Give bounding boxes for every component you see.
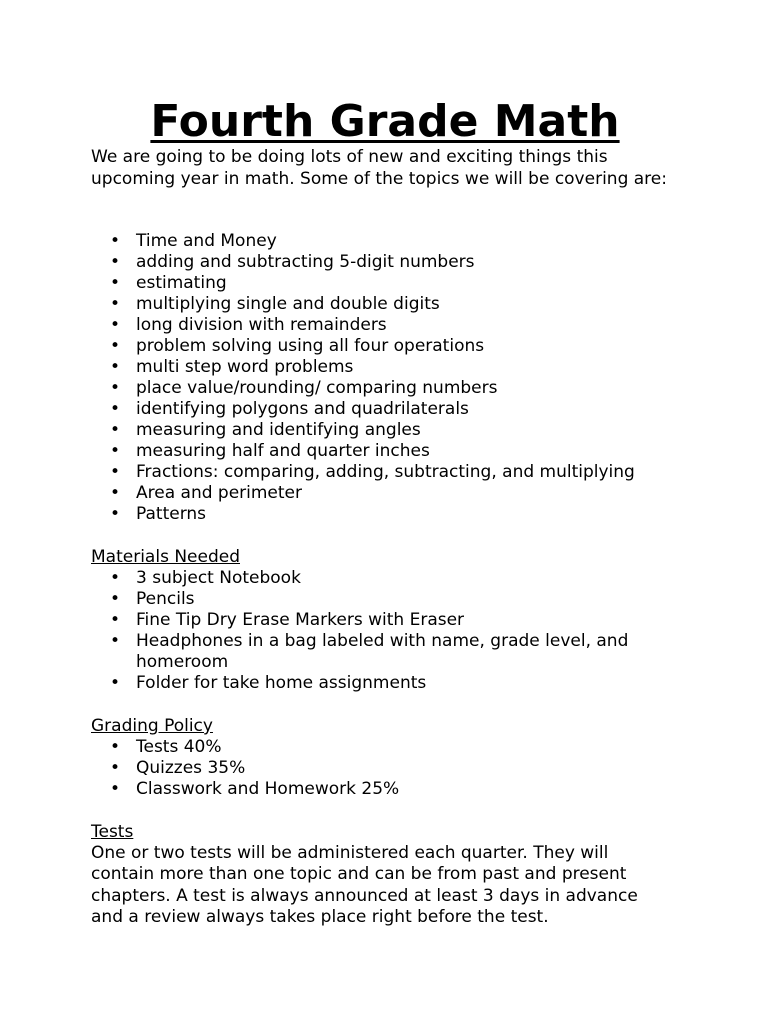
list-item: • problem solving using all four operations <box>91 336 691 357</box>
tests-heading: Tests <box>91 822 134 842</box>
list-item: • estimating <box>91 273 691 294</box>
list-item: • Area and perimeter <box>91 483 691 504</box>
list-item: • place value/rounding/ comparing numbers <box>91 378 691 399</box>
list-item: • Classwork and Homework 25% <box>91 779 691 800</box>
materials-heading: Materials Needed <box>91 547 240 567</box>
list-item: • Fine Tip Dry Erase Markers with Eraser <box>91 610 691 631</box>
list-item: • measuring and identifying angles <box>91 420 691 441</box>
materials-list <box>91 568 691 694</box>
topics-list <box>91 231 691 525</box>
list-item: • Patterns <box>91 504 691 525</box>
list-item: • multi step word problems <box>91 357 691 378</box>
list-item: • adding and subtracting 5-digit numbers <box>91 252 691 273</box>
list-item: • multiplying single and double digits <box>91 294 691 315</box>
list-item: • measuring half and quarter inches <box>91 441 691 462</box>
list-item: • Pencils <box>91 589 691 610</box>
list-item: • long division with remainders <box>91 315 691 336</box>
list-item: • Fractions: comparing, adding, subtracting, and multiplying <box>91 462 691 483</box>
list-item: • Quizzes 35% <box>91 758 691 779</box>
grading-heading: Grading Policy <box>91 716 213 736</box>
list-item: • Time and Money <box>91 231 691 252</box>
list-item: • identifying polygons and quadrilaterals <box>91 399 691 420</box>
list-item: • Folder for take home assignments <box>91 673 691 694</box>
grading-list <box>91 737 691 800</box>
list-item: • 3 subject Notebook <box>91 568 691 589</box>
list-item: • Tests 40% <box>91 737 691 758</box>
intro-paragraph: We are going to be doing lots of new and exciting things this upcoming year in math. Some of the topics we will be covering are: <box>91 147 667 189</box>
tests-paragraph: One or two tests will be administered each quarter. They will contain more than one topic and can be from past and present chapters. A test is always announced at least 3 days in advance and a review always takes place right before the test. <box>91 843 638 927</box>
document-title: Fourth Grade Math <box>150 96 620 147</box>
list-item: • Headphones in a bag labeled with name, grade level, and homeroom <box>91 631 691 673</box>
